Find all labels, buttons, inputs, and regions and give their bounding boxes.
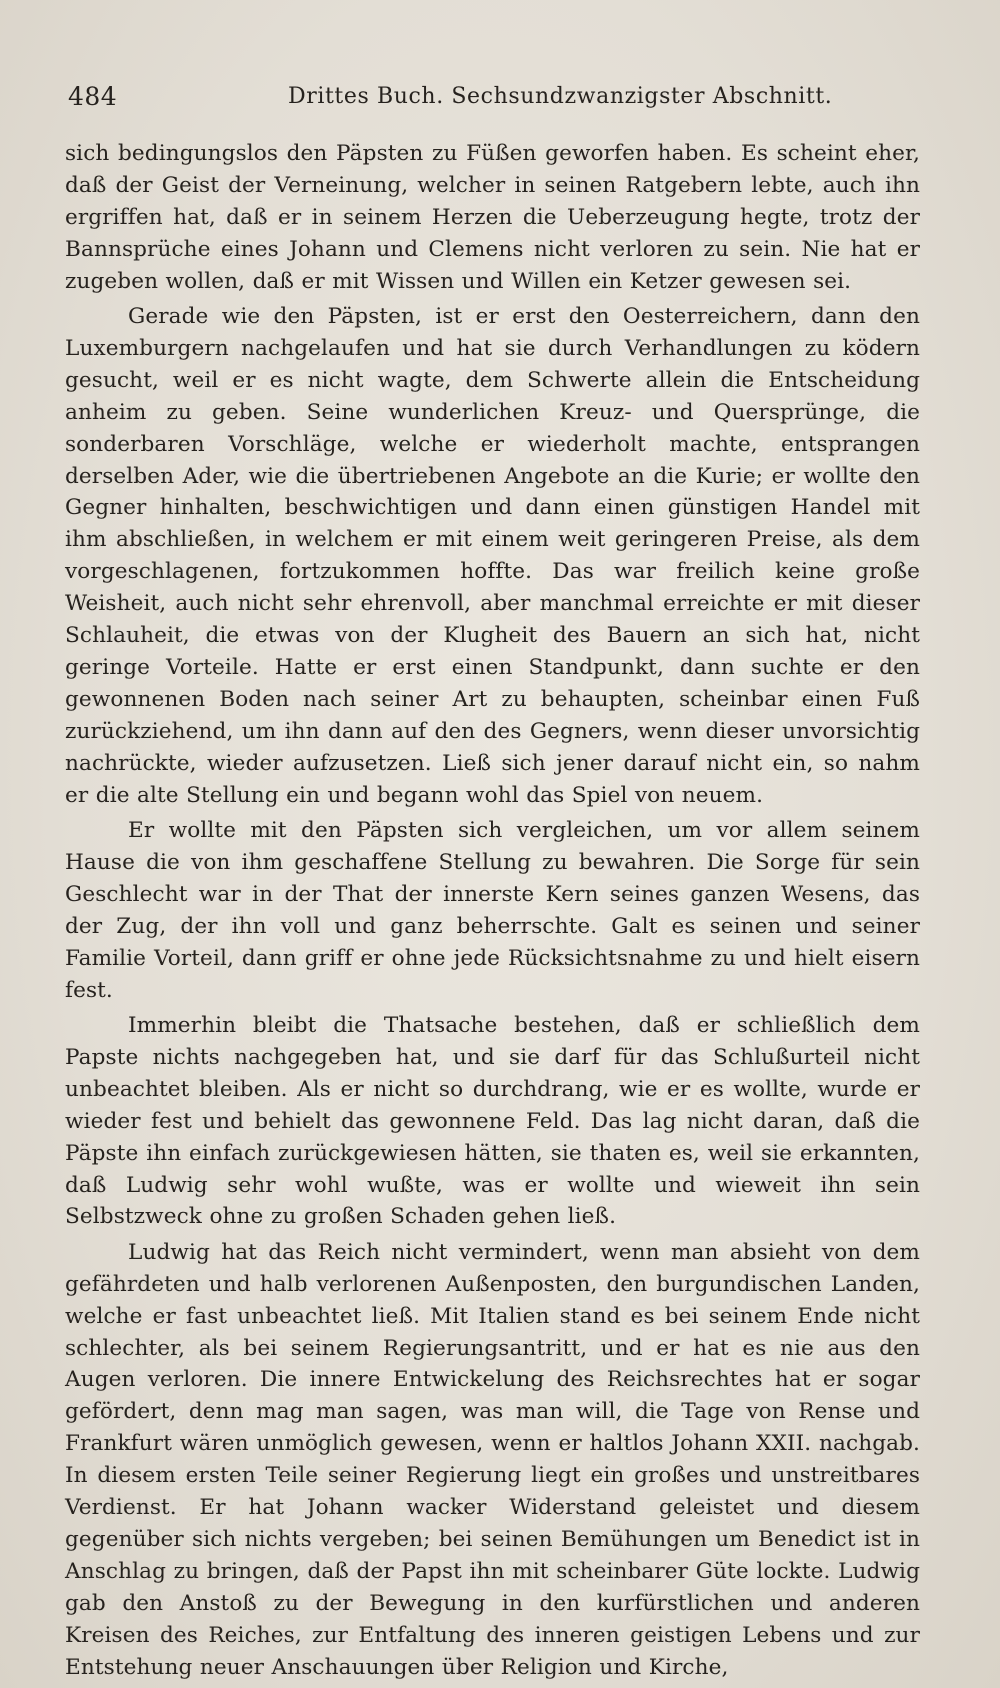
running-head: Drittes Buch. Sechsundzwanzigster Abschnitt. [288,84,833,109]
body-text [65,138,920,1687]
page-header [68,82,918,116]
page-number: 484 [68,82,118,111]
paragraph: Er wollte mit den Päpsten sich vergleichen, um vor allem seinem Hause die von ihm geschaffene Stellung zu bewahren. Die Sorge für sein Geschlecht war in der That der innerste Kern seines ganzen Wesens, das der Zug, der ihn voll und ganz beherrschte. Galt es seinen und seiner Familie Vorteil, dann griff er ohne jede Rücksichtsnahme zu und hielt eisern fest. [65,818,920,1003]
paragraph: Gerade wie den Päpsten, ist er erst den Oesterreichern, dann den Luxemburgern nachgelaufen und hat sie durch Verhandlungen zu ködern gesucht, weil er es nicht wagte, dem Schwerte allein die Entscheidung anheim zu geben. Seine wunderlichen Kreuz- und Quersprünge, die sonderbaren Vorschläge, welche er wiederholt machte, entsprangen derselben Ader, wie die übertriebenen Angebote an die Kurie; er wollte den Gegner hinhalten, beschwichtigen und dann einen günstigen Handel mit ihm abschließen, in welchem er mit einem weit geringeren Preise, als dem vorgeschlagenen, fortzukommen hoffte. Das war freilich keine große Weisheit, auch nicht sehr ehrenvoll, aber manchmal erreichte er mit dieser Schlauheit, die etwas von der Klugheit des Bauern an sich hat, nicht geringe Vorteile. Hatte er erst einen Standpunkt, dann suchte er den gewonnenen Boden nach seiner Art zu behaupten, scheinbar einen Fuß zurückziehend, um ihn dann auf den des Gegners, wenn dieser unvorsichtig nachrückte, wieder aufzusetzen. Ließ sich jener darauf nicht ein, so nahm er die alte Stellung ein und begann wohl das Spiel von neuem. [65,304,920,808]
paragraph: sich bedingungslos den Päpsten zu Füßen geworfen haben. Es scheint eher, daß der Geist der Verneinung, welcher in seinen Ratgebern lebte, auch ihn ergriffen hat, daß er in seinem Herzen die Ueberzeugung hegte, trotz der Bannsprüche eines Johann und Clemens nicht verloren zu sein. Nie hat er zugeben wollen, daß er mit Wissen und Willen ein Ketzer gewesen sei. [65,141,920,294]
paragraph: Immerhin bleibt die Thatsache bestehen, daß er schließlich dem Papste nichts nachgegeben hat, und sie darf für das Schlußurteil nicht unbeachtet bleiben. Als er nicht so durchdrang, wie er es wollte, wurde er wieder fest und behielt das gewonnene Feld. Das lag nicht daran, daß die Päpste ihn einfach zurückgewiesen hätten, sie thaten es, weil sie erkannten, daß Ludwig sehr wohl wußte, was er wollte und wieweit ihn sein Selbstzweck ohne zu großen Schaden gehen ließ. [65,1012,920,1230]
paragraph: Ludwig hat das Reich nicht vermindert, wenn man absieht von dem gefährdeten und halb verlorenen Außenposten, den burgundischen Landen, welche er fast unbeachtet ließ. Mit Italien stand es bei seinem Ende nicht schlechter, als bei seinem Regierungsantritt, und er hat es nie aus den Augen verloren. Die innere Entwickelung des Reichsrechtes hat er sogar gefördert, denn mag man sagen, was man will, die Tage von Rense und Frankfurt wären unmöglich gewesen, wenn er haltlos Johann XXII. nachgab. In diesem ersten Teile seiner Regierung liegt ein großes und unstreitbares Verdienst. Er hat Johann wacker Widerstand geleistet und diesem gegenüber sich nichts vergeben; bei seinen Bemühungen um Benedict ist in Anschlag zu bringen, daß der Papst ihn mit scheinbarer Güte lockte. Ludwig gab den Anstoß zu der Bewegung in den kurfürstlichen und anderen Kreisen des Reiches, zur Entfaltung des inneren geistigen Lebens und zur Entstehung neuer Anschauungen über Religion und Kirche, [65,1239,920,1680]
